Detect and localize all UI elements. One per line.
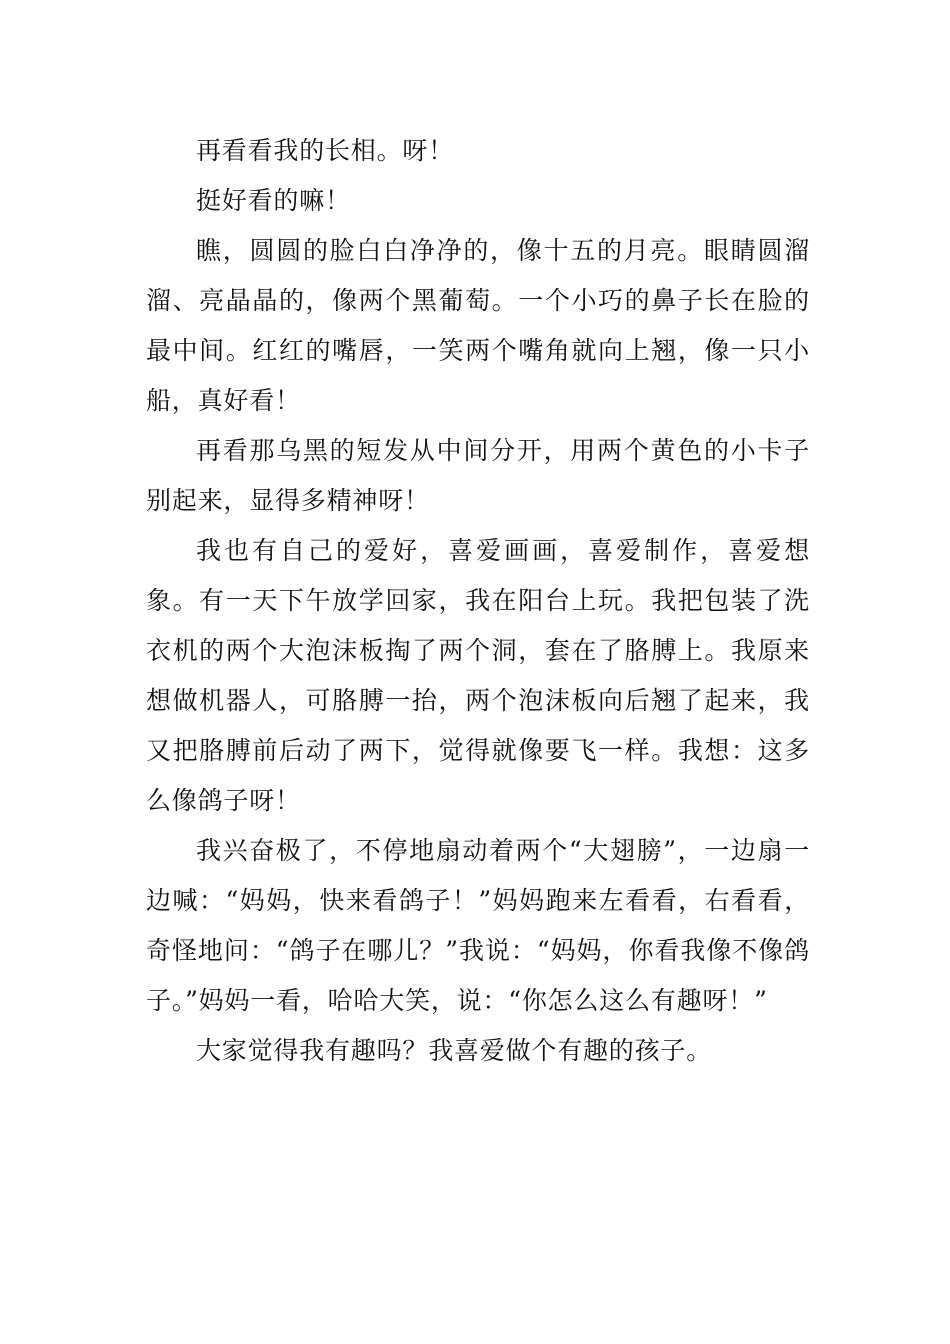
paragraph-6: 我兴奋极了，不停地扇动着两个“大翅膀”，一边扇一边喊：“妈妈，快来看鸽子！”妈妈跑来左看看，右看看，奇怪地问：“鸽子在哪儿？”我说：“妈妈，你看我像不像鸽子。”妈妈一看，哈哈大笑，说：“你怎么这么有趣呀！” xyxy=(146,836,810,1015)
paragraph-2: 挺好看的嘛！ xyxy=(196,186,351,215)
paragraph-5: 我也有自己的爱好，喜爱画画，喜爱制作，喜爱想象。有一天下午放学回家，我在阳台上玩。我把包装了洗衣机的两个大泡沫板掏了两个洞，套在了胳膊上。我原来想做机器人，可胳膊一抬，两个泡沫板向后翘了起来，我又把胳膊前后动了两下，觉得就像要飞一样。我想：这多么像鸽子呀！ xyxy=(146,536,810,815)
paragraph-3: 瞧，圆圆的脸白白净净的，像十五的月亮。眼睛圆溜溜、亮晶晶的，像两个黑葡萄。一个小巧的鼻子长在脸的最中间。红红的嘴唇，一笑两个嘴角就向上翘，像一只小船，真好看！ xyxy=(146,236,810,415)
paragraph-7: 大家觉得我有趣吗？我喜爱做个有趣的孩子。 xyxy=(196,1036,713,1065)
paragraph-4: 再看那乌黑的短发从中间分开，用两个黄色的小卡子别起来，显得多精神呀！ xyxy=(146,436,810,515)
essay-body xyxy=(146,126,810,1076)
paragraph-1: 再看看我的长相。呀！ xyxy=(196,136,455,165)
